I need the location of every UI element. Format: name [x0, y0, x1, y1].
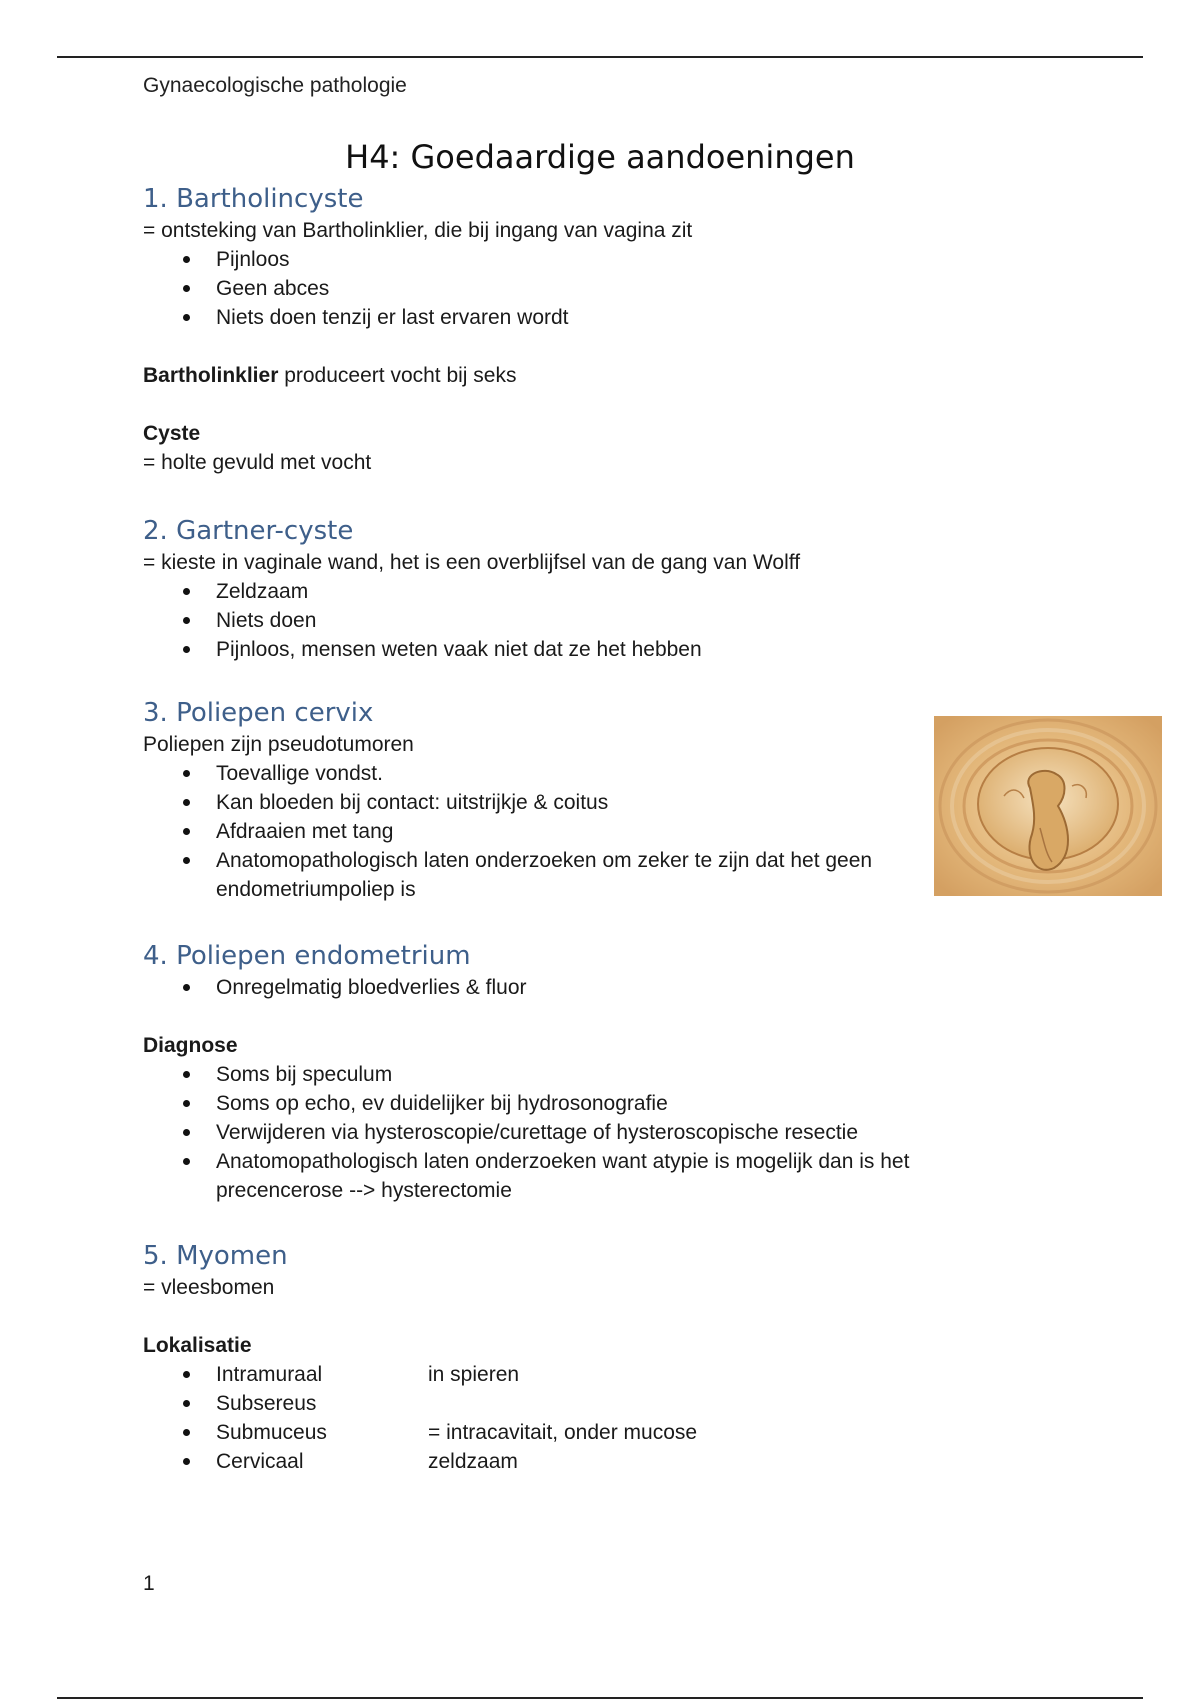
running-header: Gynaecologische pathologie	[143, 74, 407, 97]
list-item: Anatomopathologisch laten onderzoeken want atypie is mogelijk dan is het precencerose --> hysterectomie	[143, 1147, 1001, 1205]
list-item: Geen abces	[143, 274, 692, 303]
section-gartner-cyste	[143, 514, 800, 664]
list-item: Toevallige vondst.	[143, 759, 1001, 788]
list-item: Afdraaien met tang	[143, 817, 1001, 846]
section-heading: 3. Poliepen cervix	[143, 698, 374, 728]
definition: = kieste in vaginale wand, het is een overblijfsel van de gang van Wolff	[143, 551, 801, 574]
list-item: Niets doen	[143, 606, 800, 635]
list-item: Pijnloos, mensen weten vaak niet dat ze het hebben	[143, 635, 800, 664]
cervix-polyp-illustration	[934, 716, 1162, 896]
list-item: Intramuraal in spieren	[143, 1360, 697, 1389]
list-item: Soms op echo, ev duidelijker bij hydrosonografie	[143, 1089, 1001, 1118]
section-myomen	[143, 1239, 697, 1476]
list-item: Subsereus	[143, 1389, 697, 1418]
bullet-list	[143, 245, 692, 332]
section-bartholincyste	[143, 182, 692, 477]
gland-term: Bartholinklier	[143, 364, 279, 387]
intro: Poliepen zijn pseudotumoren	[143, 733, 414, 756]
section-heading: 5. Myomen	[143, 1241, 288, 1271]
list-item: Verwijderen via hysteroscopie/curettage of hysteroscopische resectie	[143, 1118, 1001, 1147]
diagnosis-list	[143, 1060, 1001, 1205]
localisation-term: Lokalisatie	[143, 1334, 252, 1357]
page-title: H4: Goedaardige aandoeningen	[345, 138, 855, 176]
cyst-term: Cyste	[143, 422, 201, 445]
section-heading: 4. Poliepen endometrium	[143, 941, 471, 971]
list-item: Niets doen tenzij er last ervaren wordt	[143, 303, 692, 332]
page-number: 1	[143, 1572, 155, 1595]
header-rule	[57, 56, 1143, 58]
diagnosis-term: Diagnose	[143, 1034, 238, 1057]
section-heading: 1. Bartholincyste	[143, 184, 364, 214]
bullet-list	[143, 759, 1001, 904]
gland-paragraph	[143, 361, 692, 390]
definition: = ontsteking van Bartholinklier, die bij ingang van vagina zit	[143, 219, 693, 242]
section-poliepen-endometrium	[143, 939, 1001, 1205]
list-item: Anatomopathologisch laten onderzoeken om zeker te zijn dat het geen endometriumpoliep is	[143, 846, 1001, 904]
list-item: Kan bloeden bij contact: uitstrijkje & coitus	[143, 788, 1001, 817]
section-poliepen-cervix	[143, 696, 1001, 904]
localisation-list	[143, 1360, 697, 1476]
bullet-list	[143, 973, 1001, 1002]
list-item: Onregelmatig bloedverlies & fluor	[143, 973, 1001, 1002]
section-heading: 2. Gartner-cyste	[143, 516, 354, 546]
list-item: Soms bij speculum	[143, 1060, 1001, 1089]
footer-rule	[57, 1697, 1143, 1699]
definition: = vleesbomen	[143, 1276, 275, 1299]
list-item: Submuceus = intracavitait, onder mucose	[143, 1418, 697, 1447]
cyst-definition: = holte gevuld met vocht	[143, 451, 372, 474]
list-item: Pijnloos	[143, 245, 692, 274]
list-item: Zeldzaam	[143, 577, 800, 606]
bullet-list	[143, 577, 800, 664]
gland-text: produceert vocht bij seks	[278, 364, 517, 387]
list-item: Cervicaal zeldzaam	[143, 1447, 697, 1476]
